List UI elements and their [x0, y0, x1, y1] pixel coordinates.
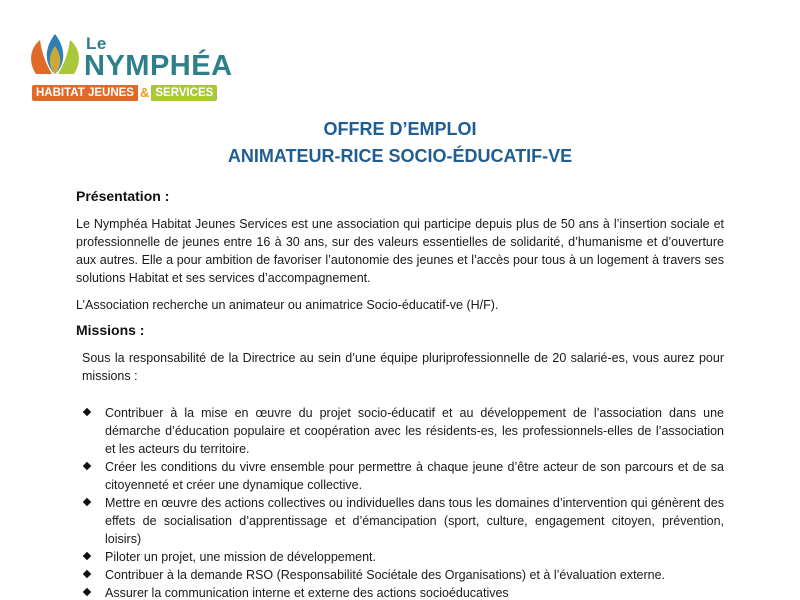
logo-tag-services: SERVICES: [151, 85, 217, 101]
mission-text: Mettre en œuvre des actions collectives ou individuelles dans tous les domaines d’intervention qui génèrent des effets de socialisation d’apprentissage et d’émancipation (sport, culture, engagement citoyen, prévention, loisirs): [105, 496, 724, 546]
list-item: [82, 494, 724, 548]
bullet-icon: [83, 570, 91, 578]
logo-tag-habitat: HABITAT JEUNES: [32, 85, 138, 101]
bullet-icon: [83, 552, 91, 560]
list-item: [82, 404, 724, 458]
lotus-flower-icon: [26, 30, 84, 82]
missions-intro: Sous la responsabilité de la Directrice au sein d’une équipe pluriprofessionnelle de 20 salarié-es, vous aurez pour missions :: [82, 351, 724, 383]
missions-heading: Missions :: [76, 322, 145, 338]
list-item: [82, 548, 724, 566]
bullet-icon: [83, 498, 91, 506]
presentation-paragraph: Le Nymphéa Habitat Jeunes Services est une association qui participe depuis plus de 50 ans à l’insertion sociale et professionnelle de jeunes entre 16 à 30 ans, sur des valeurs essentielles de solidarité, d’humanisme et d’ouverture aux autres. Elle a pour ambition de favoriser l’autonomie des jeunes et l’accès pour tous à un logement à travers ses solutions Habitat et ses services d’accompagnement.: [76, 217, 724, 285]
list-item: [82, 584, 724, 600]
presentation-recruitment-line: L’Association recherche un animateur ou animatrice Socio-éducatif-ve (H/F).: [76, 298, 499, 312]
document-title-line1: OFFRE D’EMPLOI: [323, 119, 477, 139]
presentation-heading: Présentation :: [76, 188, 170, 204]
mission-text: Contribuer à la demande RSO (Responsabilité Sociétale des Organisations) et à l’évaluation externe.: [105, 568, 666, 582]
logo-tagline: [32, 85, 217, 101]
list-item: [82, 458, 724, 494]
bullet-icon: [83, 462, 91, 470]
mission-text: Assurer la communication interne et externe des actions socioéducatives: [105, 586, 509, 600]
list-item: [82, 566, 724, 584]
bullet-icon: [83, 588, 91, 596]
mission-text: Créer les conditions du vivre ensemble pour permettre à chaque jeune d’être acteur de son parcours et de sa citoyenneté et créer une dynamique collective.: [105, 460, 724, 492]
logo-le-text: Le: [86, 34, 107, 53]
mission-text: Piloter un projet, une mission de développement.: [105, 550, 376, 564]
logo-name-text: NYMPHÉA: [84, 50, 233, 82]
missions-list: [82, 404, 724, 600]
logo-tag-amp: &: [139, 85, 150, 100]
document-title-line2: ANIMATEUR-RICE SOCIO-ÉDUCATIF-VE: [227, 146, 573, 166]
logo: [26, 30, 233, 104]
bullet-icon: [83, 408, 91, 416]
mission-text: Contribuer à la mise en œuvre du projet socio-éducatif et au développement de l’association dans une démarche d’éducation populaire et coopération avec les résidents-es, les professionnels-elles de l’association et les acteurs du territoire.: [105, 406, 724, 456]
